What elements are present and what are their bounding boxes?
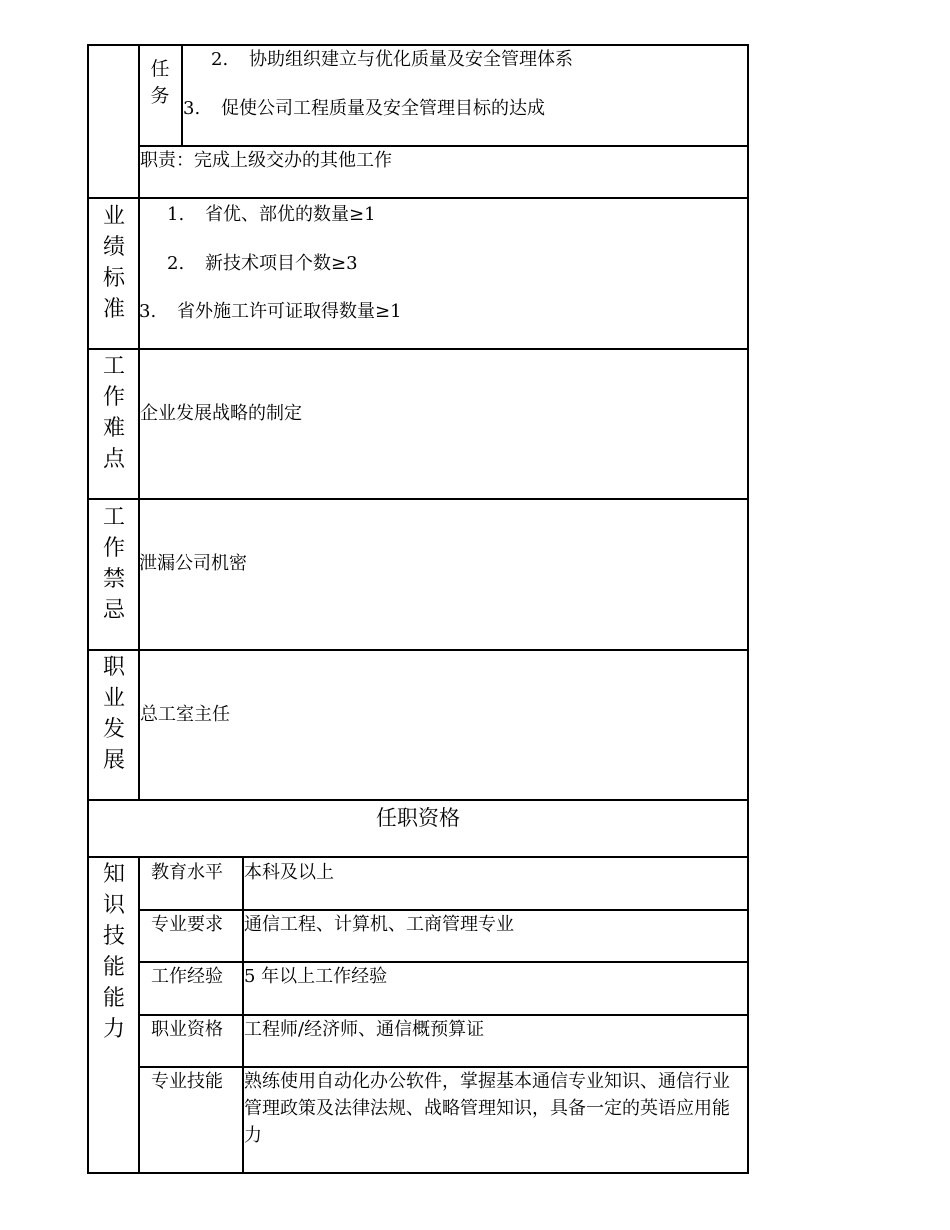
major-value: 通信工程、计算机、工商管理专业 [244,914,514,935]
difficulty-label-char: 难 [102,416,125,441]
career-label-char: 发 [102,717,125,742]
grid-line [747,44,749,1174]
taboo-label-char: 作 [102,536,125,561]
task-label-char: 任 [150,58,170,80]
skills-row-label: 专业技能 [151,1071,223,1092]
skills-label-char: 知 [102,862,125,887]
grid-line [87,649,749,651]
career-text: 总工室主任 [140,704,230,725]
experience-value: 5 年以上工作经验 [244,966,388,987]
grid-line [87,856,749,858]
grid-line [87,197,749,199]
performance-label-char: 绩 [102,235,125,260]
skills-label [89,859,139,1045]
performance-label-char: 标 [102,266,125,291]
task-item-text: 协助组织建立与优化质量及安全管理体系 [249,49,573,70]
task-label-char: 务 [150,85,170,107]
major-label: 专业要求 [151,914,223,935]
performance-label-char: 准 [102,297,125,322]
performance-item-text: 新技术项目个数≥3 [205,253,358,274]
career-label-char: 职 [102,655,125,680]
career-label-char: 业 [102,686,125,711]
taboo-label-char: 禁 [102,567,125,592]
task-item-number: 3. [183,98,201,119]
taboo-label-char: 忌 [102,598,125,623]
skills-label-char: 识 [102,893,125,918]
taboo-label-char: 工 [102,505,125,530]
education-label: 教育水平 [151,862,223,883]
skills-row-value: 熟练使用自动化办公软件，掌握基本通信专业知识、通信行业管理政策及法律法规、战略管理知识，具备一定的英语应用能力 [244,1071,730,1146]
taboo-label [89,502,139,626]
grid-line [87,498,749,500]
skills-label-char: 能 [102,986,125,1011]
performance-label-char: 业 [102,204,125,229]
difficulty-text: 企业发展战略的制定 [140,403,302,424]
skills-label-char: 技 [102,924,125,949]
grid-line [139,961,749,963]
career-label [89,652,139,776]
certification-value: 工程师/经济师、通信概预算证 [244,1019,485,1040]
performance-item-text: 省外施工许可证取得数量≥1 [177,301,402,322]
task-item-number: 2. [211,49,229,70]
grid-line [87,799,749,801]
qualification-heading: 任职资格 [376,806,460,830]
grid-line [139,1014,749,1016]
task-label [140,56,180,110]
difficulty-label-char: 点 [102,447,125,472]
education-value: 本科及以上 [244,862,334,883]
performance-label [89,201,139,325]
grid-line [87,44,749,46]
grid-line [139,909,749,911]
skills-label-char: 能 [102,955,125,980]
taboo-text: 泄漏公司机密 [139,553,247,574]
experience-label: 工作经验 [151,966,223,987]
other-duty-text: 职责：完成上级交办的其他工作 [140,150,392,171]
difficulty-label [89,351,139,475]
grid-line [139,145,749,147]
performance-item-text: 省优、部优的数量≥1 [205,204,376,225]
grid-line [181,44,183,146]
difficulty-label-char: 工 [102,354,125,379]
skills-label-char: 力 [102,1017,125,1042]
performance-item-number: 2. [167,253,185,274]
task-item-text: 促使公司工程质量及安全管理目标的达成 [221,98,545,119]
grid-line [87,348,749,350]
performance-item-number: 1. [167,204,185,225]
career-label-char: 展 [102,748,125,773]
performance-item-number: 3. [139,301,157,322]
grid-line [87,1172,749,1174]
certification-label: 职业资格 [151,1019,223,1040]
difficulty-label-char: 作 [102,385,125,410]
